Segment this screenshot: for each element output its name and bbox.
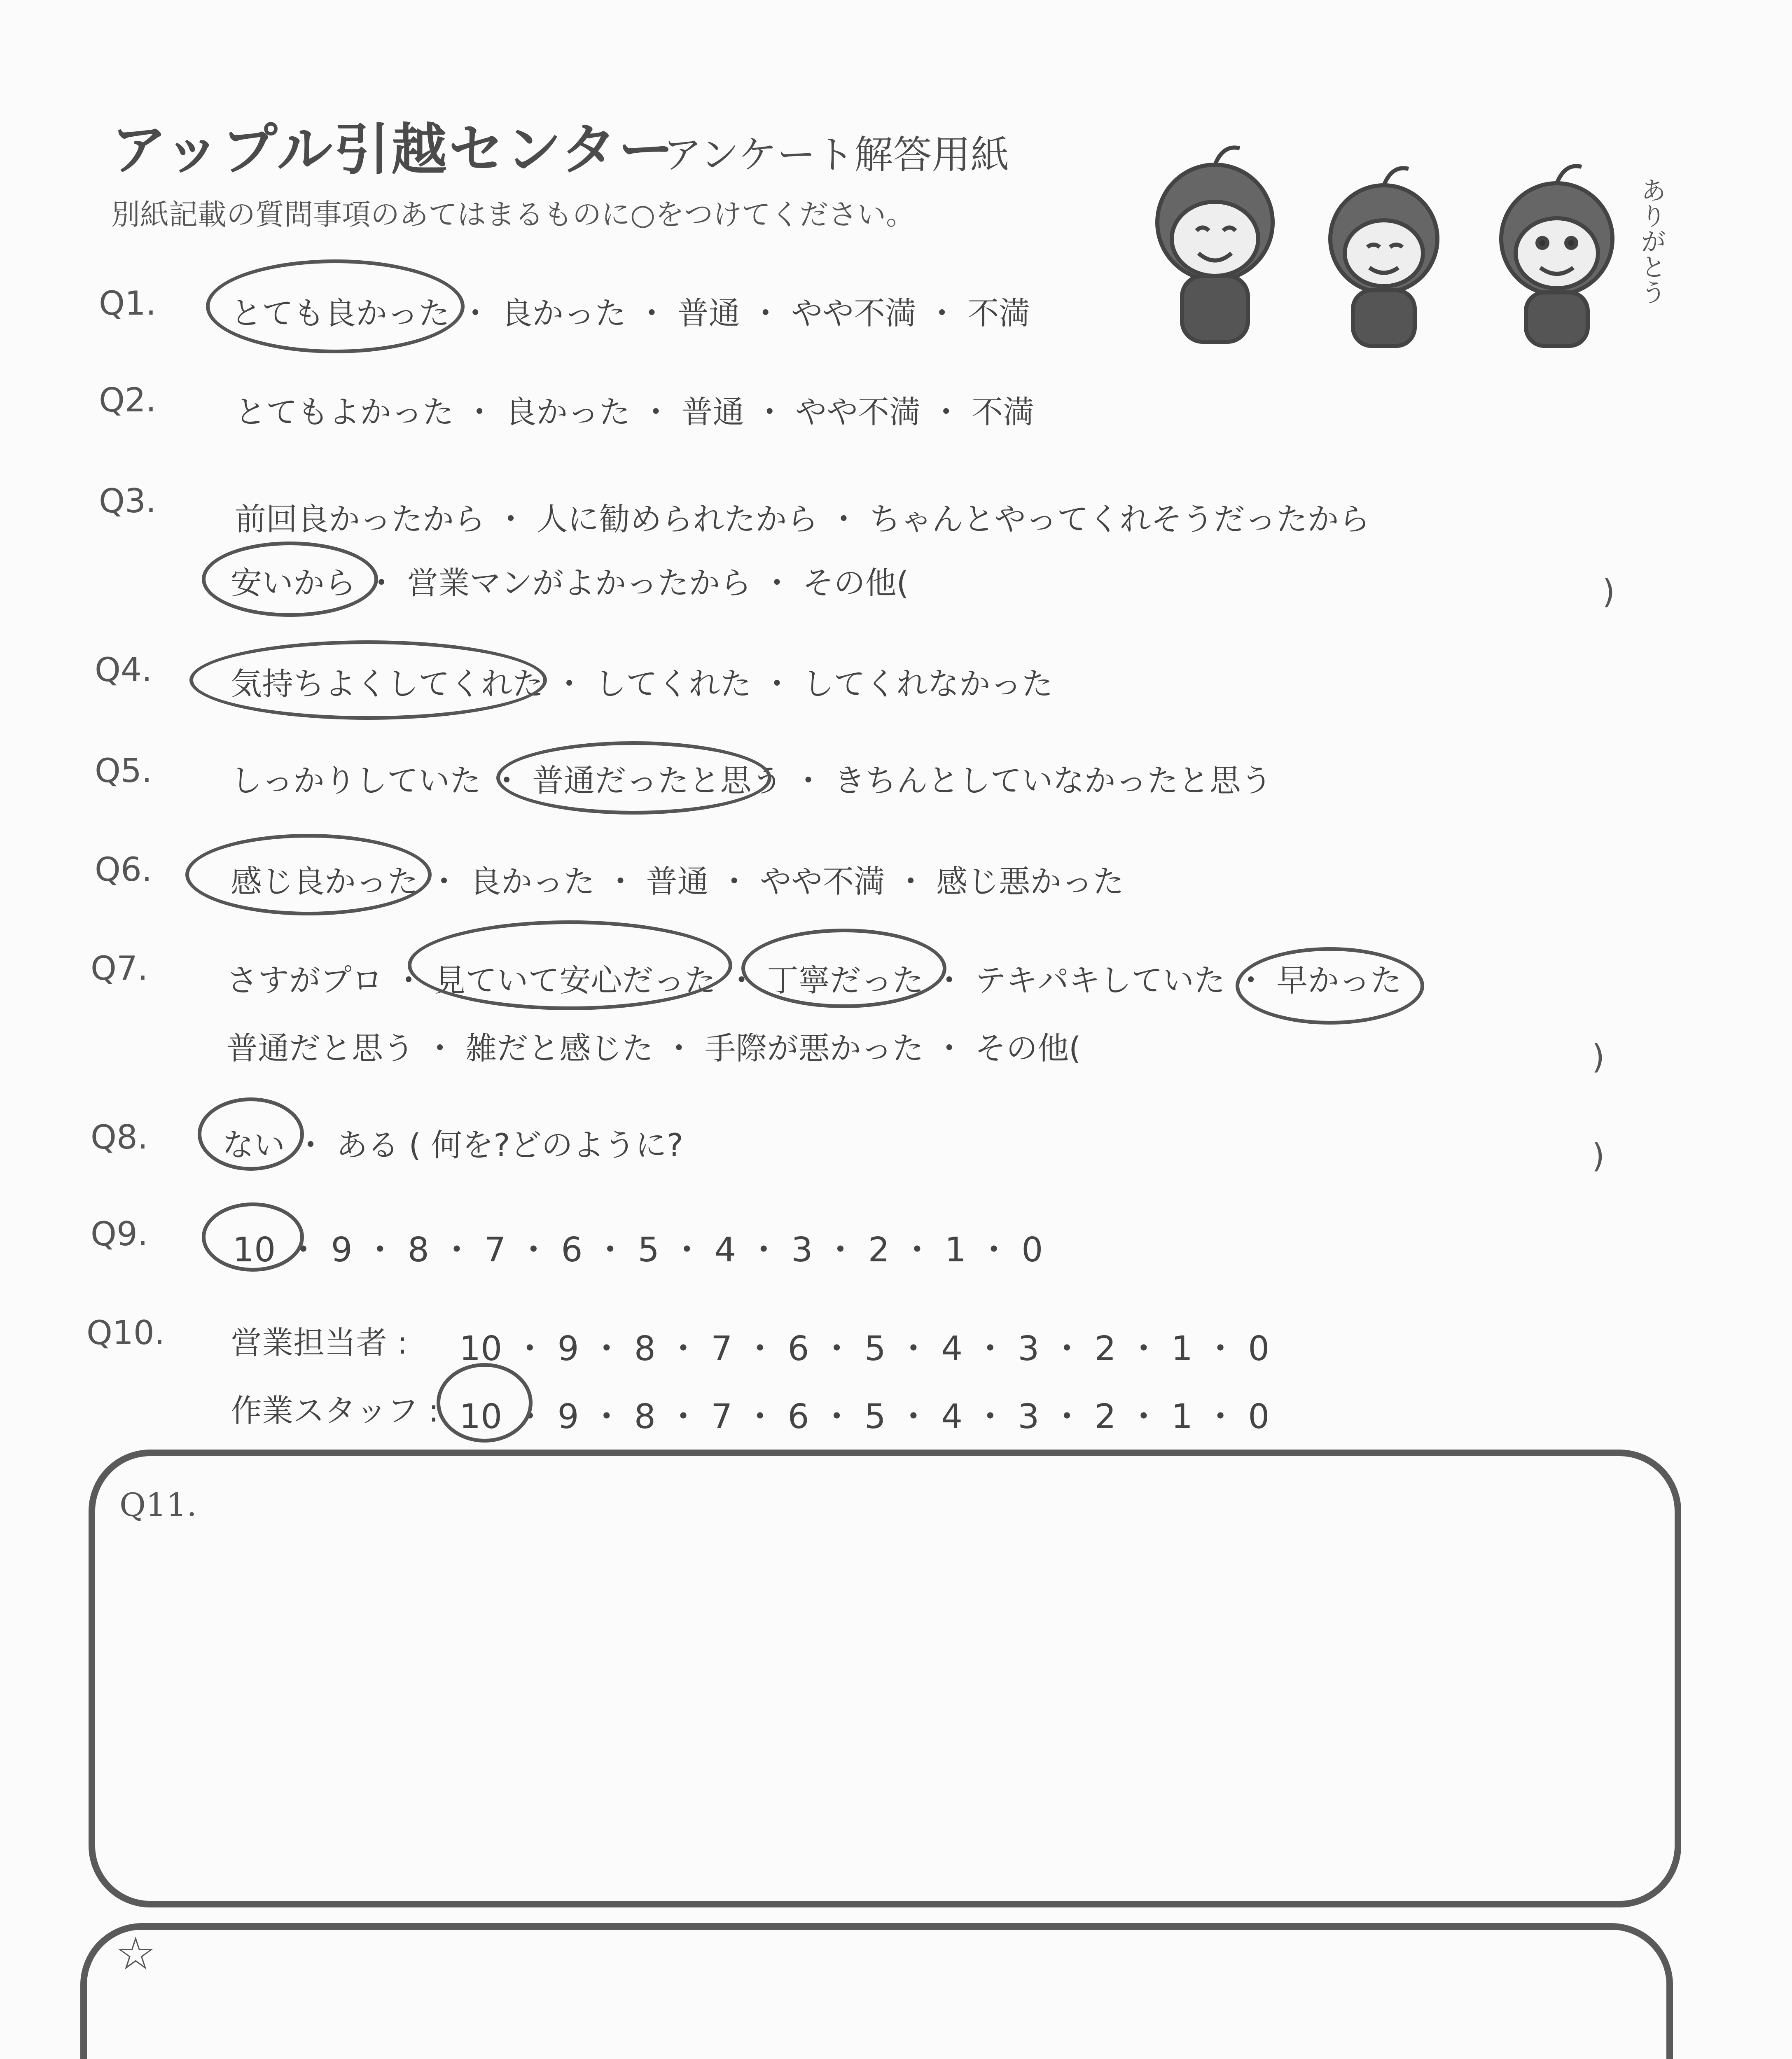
q9-scale: 10 ・ 9 ・ 8 ・ 7 ・ 6 ・ 5 ・ 4 ・ 3 ・ 2 ・ 1 ・ 0: [233, 1230, 1043, 1270]
q3-options-line2: 安いから ・ 営業マンがよかったから ・ その他(: [231, 565, 909, 601]
q10-sales-scale: 10 ・ 9 ・ 8 ・ 7 ・ 6 ・ 5 ・ 4 ・ 3 ・ 2 ・ 1 ・ 0: [459, 1329, 1270, 1368]
q1-label: Q1.: [99, 284, 157, 322]
q7-close-paren: ): [1592, 1038, 1605, 1076]
q4-label: Q4.: [95, 651, 152, 689]
q10-sales-label: 営業担当者 :: [231, 1324, 408, 1361]
q6-label: Q6.: [95, 850, 152, 889]
q7-options-line1: さすがプロ ・ 見ていて安心だった ・ 丁寧だった ・ テキパキしていた ・ 早かった: [227, 962, 1402, 999]
q10-staff-answer-circle: [437, 1363, 533, 1443]
q7-answer-circle-2: [741, 929, 946, 1008]
q11-label: Q11.: [119, 1487, 197, 1524]
q10-staff-label: 作業スタッフ :: [231, 1392, 439, 1429]
q7-label: Q7.: [91, 949, 148, 987]
q5-label: Q5.: [95, 752, 152, 790]
q3-answer-circle: [202, 542, 378, 617]
q7-options-line2: 普通だと思う ・ 雑だと感じた ・ 手際が悪かった ・ その他(: [227, 1030, 1081, 1067]
q6-answer-circle: [185, 834, 432, 915]
q8-label: Q8.: [91, 1118, 148, 1156]
q7-answer-circle-1: [408, 920, 732, 1010]
company-title: アップル引越センター: [111, 117, 675, 182]
q5-answer-circle: [496, 741, 771, 815]
instruction-text: 別紙記載の質問事項のあてはまるものに○をつけてください。: [111, 198, 915, 231]
q2-options: とてもよかった ・ 良かった ・ 普通 ・ やや不満 ・ 不満: [235, 394, 1035, 430]
q9-label: Q9.: [91, 1215, 148, 1253]
q9-answer-circle: [202, 1202, 304, 1272]
q6-options: 感じ良かった ・ 良かった ・ 普通 ・ やや不満 ・ 感じ悪かった: [231, 863, 1124, 900]
form-subtitle: アンケート解答用紙: [663, 133, 1009, 177]
q4-options: 気持ちよくしてくれた ・ してくれた ・ してくれなかった: [231, 665, 1053, 702]
q3-label: Q3.: [99, 482, 157, 520]
star-comment-box: [80, 1923, 1673, 2059]
q2-label: Q2.: [99, 381, 157, 419]
q3-close-paren: ): [1602, 572, 1615, 611]
star-icon: ☆: [115, 1927, 156, 1980]
q8-options: ない ・ ある ( 何を?どのように?: [222, 1127, 683, 1163]
q4-answer-circle: [189, 640, 547, 720]
q3-options-line1: 前回良かったから ・ 人に勧められたから ・ ちゃんとやってくれそうだったから: [235, 501, 1370, 537]
q1-answer-circle: [206, 259, 465, 353]
q5-options: しっかりしていた ・ 普通だったと思う ・ きちんとしていなかったと思う: [231, 762, 1272, 799]
q8-close-paren: ): [1592, 1137, 1605, 1175]
q7-answer-circle-3: [1236, 947, 1424, 1025]
q10-label: Q10.: [86, 1314, 165, 1352]
q8-answer-circle: [198, 1097, 304, 1171]
q11-comment-box: [89, 1450, 1681, 1907]
mascot-caption: ありがとう: [1636, 177, 1667, 305]
q10-staff-scale: 10 ・ 9 ・ 8 ・ 7 ・ 6 ・ 5 ・ 4 ・ 3 ・ 2 ・ 1 ・ 0: [459, 1397, 1270, 1436]
monkey-mascot-icon: [1120, 136, 1697, 350]
q1-options: とても良かった ・ 良かった ・ 普通 ・ やや不満 ・ 不満: [231, 295, 1030, 331]
